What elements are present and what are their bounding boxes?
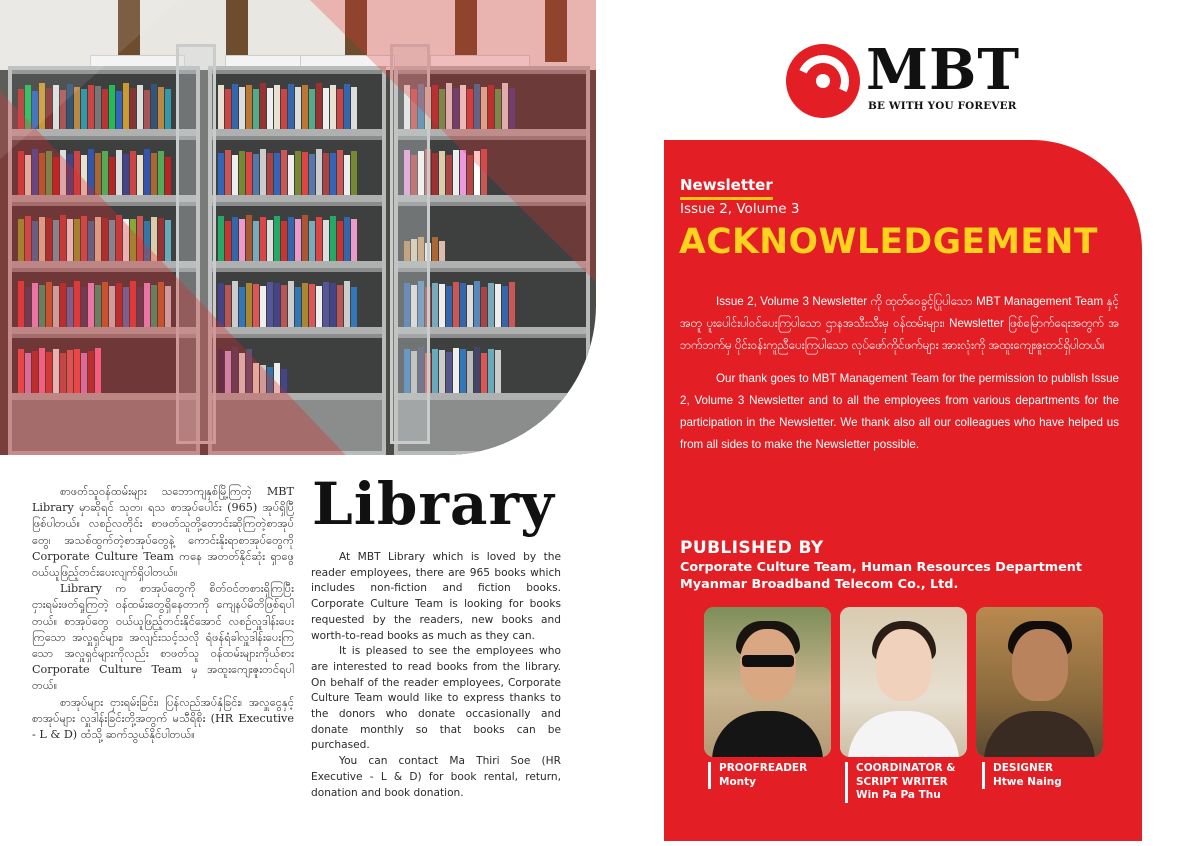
- mbt-logo: [786, 37, 1026, 118]
- issue-label: Issue 2, Volume 3: [680, 201, 800, 217]
- library-text-myanmar: [32, 484, 294, 743]
- publisher-company: Myanmar Broadband Telecom Co., Ltd.: [680, 577, 959, 592]
- credit-proofreader: [708, 762, 807, 789]
- acknowledgement-body: [680, 291, 1119, 468]
- credit-coordinator: [845, 762, 955, 803]
- library-en-paragraph: At MBT Library which is loved by the reader employees, there are 965 books which includes non-fiction and fiction books. Corporate Culture Team is looking for books requested by the readers, new books and worth-to-read books as much as they can.: [311, 551, 561, 642]
- logo-tagline: BE WITH YOU FOREVER: [868, 100, 1017, 112]
- credit-designer: [982, 762, 1062, 789]
- face: [1012, 629, 1068, 701]
- library-photo: [0, 0, 596, 455]
- bookshelf: [212, 272, 382, 334]
- credit-role: COORDINATOR &: [856, 762, 956, 774]
- library-en-paragraph: You can contact Ma Thiri Soe (HR Executive - L & D) for book rental, return, donation and book donation.: [311, 755, 561, 799]
- credit-role: PROOFREADER: [719, 762, 808, 774]
- designer-photo: [976, 607, 1103, 757]
- credit-role-line2: SCRIPT WRITER: [856, 775, 948, 788]
- newsletter-label: Newsletter: [680, 176, 773, 200]
- acknowledgement-paragraph: Our thank goes to MBT Management Team for the permission to publish Issue 2, Volume 3 Newsletter and to all the employees from various departments for the participation in the Newsletter. We thank also all our colleagues who have helped us from all sides to make the Newsletter possible.: [680, 372, 1119, 451]
- library-mm-paragraph: စာအုပ်များ ငှားရမ်းခြင်း၊ ပြန်လည်အပ်နှံခြင်း၊ အလှူငွေနှင့်စာအုပ်များ လှူဒါန်းခြင်းတို့အတွက် မသီရိစိုး (HR Executive - L & D) ထံသို့ ဆက်သွယ်နိုင်ပါတယ်။: [32, 695, 294, 742]
- sunglasses-icon: [742, 655, 794, 667]
- credit-name: Win Pa Pa Thu: [856, 789, 941, 802]
- published-by-heading: PUBLISHED BY: [680, 538, 824, 558]
- credit-name: Htwe Naing: [993, 775, 1062, 788]
- mbt-logo-mark: [786, 44, 860, 118]
- proofreader-photo: [704, 607, 831, 757]
- credit-role: DESIGNER: [993, 762, 1054, 774]
- bookshelf: [212, 140, 382, 202]
- library-mm-paragraph: Library က စာအုပ်တွေကို စိတ်ဝင်တစားရှိကြပြီး ငှားရမ်းဖတ်ရှုကြတဲ့ ဝန်ထမ်းတွေရှိနေတာကို ကျေနပ်မိတိဖြစ်ရပါတယ်။ စာအုပ်တွေ ဝယ်ယူဖြည့်တင်းနိုင်အောင် လစဉ်လှူဒါန်းပေးကြသော အလှူရှင်များ၊ အလျင်းသင့်သလို ရံဖန်ရံခါလှူဒါန်းပေးကြသော အလှူရှင်များကိုလည်း စာဖတ်သူ ဝန်ထမ်းများကိုယ်စား Corporate Culture Team မှ အထူးကျေးဇူးတင်ရပါတယ်။: [32, 582, 294, 693]
- logo-wordmark: MBT: [866, 37, 1020, 103]
- acknowledgement-heading: ACKNOWLEDGEMENT: [679, 222, 1098, 262]
- coordinator-photo: [840, 607, 967, 757]
- library-en-paragraph: It is pleased to see the employees who are interested to read books from the library. On behalf of the reader employees, Corporate Culture Team would like to express thanks to the donors who donate occasionally and donate monthly so that books can be purchased.: [311, 645, 561, 752]
- acknowledgement-paragraph: Issue 2, Volume 3 Newsletter ကို ထုတ်ဝေခွင့်ပြုပါသော MBT Management Team နှင့်အတူ ပူးပေါင်းပါဝင်ပေးကြပါသော ဌာနအသီးသီးမှ ဝန်ထမ်းများ၊ Newsletter ဖြစ်မြောက်ရေးအတွက် အဘက်ဘက်မှ ပိုင်းဝန်းကူညီပေးကြပါသော လုပ်ဖော်ကိုင်ဖက်များ အားလုံးကို အထူးကျေးဇူးတင်ရှိပါတယ်။: [680, 295, 1119, 352]
- bookshelf: [212, 74, 382, 136]
- photo-beam: [226, 0, 248, 62]
- bookshelf: [212, 206, 382, 268]
- library-mm-paragraph: စာဖတ်သူဝန်ထမ်းများ သဘောကျနှစ်မြို့ကြတဲ့ MBT Library မှာဆိုရင် သုတ၊ ရသ စာအုပ်ပေါင်း (965) အုပ်ရှိပြီဖြစ်ပါတယ်။ လစဉ်လတိုင်း စာဖတ်သူတို့တောင်းဆိုကြတဲ့စာအုပ်တွေ၊ အသစ်ထွက်တဲ့စာအုပ်တွေနဲ့ ကောင်းနိုးရာစာအုပ်တွေကို Corporate Culture Team ကနေ အတတ်နိုင်ဆုံး ရှာဖွေဝယ်ယူဖြည့်တင်းပေးလျက်ရှိပါတယ်။: [32, 485, 294, 580]
- library-text-english: [311, 550, 561, 801]
- publisher-department: Corporate Culture Team, Human Resources Department: [680, 560, 1083, 575]
- credit-name: Monty: [719, 775, 757, 788]
- library-title: Library: [312, 470, 555, 538]
- logo-dot: [816, 74, 830, 88]
- face: [876, 629, 932, 701]
